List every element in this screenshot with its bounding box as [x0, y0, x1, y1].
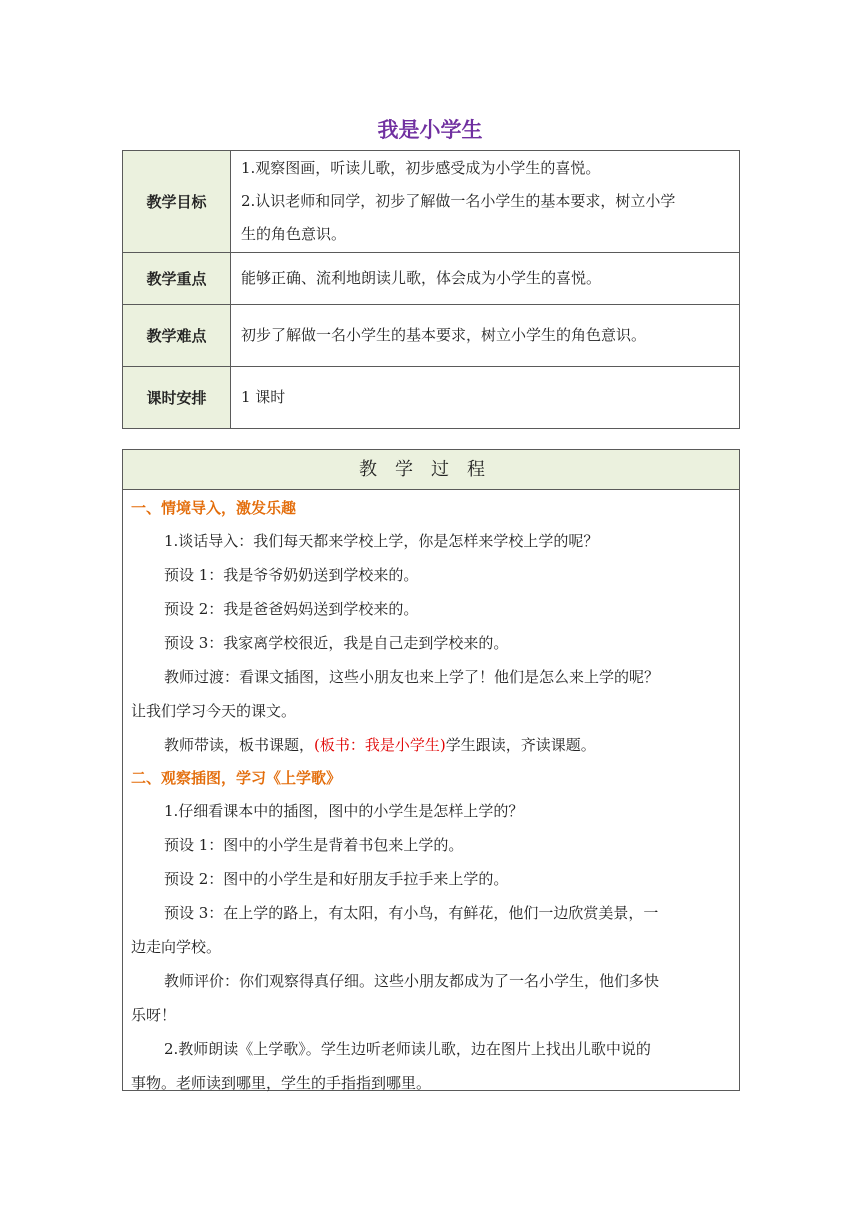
goal-line: 生的角色意识。 [241, 225, 347, 243]
text-span: 学生跟读，齐读课题。 [445, 736, 596, 754]
table-row [123, 367, 740, 429]
key-points-label: 教学重点 [123, 253, 231, 305]
paragraph: 1.谈话导入：我们每天都来学校上学，你是怎样来学校上学的呢？ [164, 532, 599, 550]
paragraph: 教师过渡：看课文插图，这些小朋友也来上学了！他们是怎么来上学的呢？ [164, 668, 660, 686]
goals-content [231, 151, 740, 253]
teaching-process-body [123, 490, 739, 1100]
paragraph: 预设 1：图中的小学生是背着书包来上学的。 [164, 836, 464, 854]
paragraph: 教师评价：你们观察得真仔细。这些小朋友都成为了一名小学生，他们多快 [164, 972, 660, 990]
blackboard-note: (板书：我是小学生) [314, 736, 446, 754]
paragraph: 2.教师朗读《上学歌》。学生边听老师读儿歌，边在图片上找出儿歌中说的 [164, 1040, 651, 1058]
paragraph: 事物。老师读到哪里，学生的手指指到哪里。 [131, 1074, 432, 1092]
table-row [123, 253, 740, 305]
goal-line: 2.认识老师和同学，初步了解做一名小学生的基本要求，树立小学 [241, 192, 676, 210]
paragraph: 让我们学习今天的课文。 [131, 702, 297, 720]
schedule-content: 1 课时 [231, 367, 740, 429]
paragraph [131, 728, 731, 762]
paragraph: 预设 2：我是爸爸妈妈送到学校来的。 [164, 600, 419, 618]
table-row [123, 305, 740, 367]
paragraph: 边走向学校。 [131, 938, 222, 956]
paragraph: 预设 3：在上学的路上，有太阳，有小鸟，有鲜花，他们一边欣赏美景，一 [164, 904, 659, 922]
text-span: 教师带读，板书课题， [164, 736, 315, 754]
paragraph: 预设 2：图中的小学生是和好朋友手拉手来上学的。 [164, 870, 509, 888]
section-title: 二、观察插图，学习《上学歌》 [131, 769, 342, 787]
paragraph: 乐呀！ [131, 1006, 177, 1024]
schedule-label: 课时安排 [123, 367, 231, 429]
goal-line: 1.观察图画，听读儿歌，初步感受成为小学生的喜悦。 [241, 159, 601, 177]
difficulties-label: 教学难点 [123, 305, 231, 367]
paragraph: 预设 3：我家离学校很近，我是自己走到学校来的。 [164, 634, 509, 652]
lesson-info-table [122, 150, 740, 429]
key-points-content: 能够正确、流利地朗读儿歌，体会成为小学生的喜悦。 [231, 253, 740, 305]
teaching-process-header: 教学过程 [123, 450, 739, 490]
section-title: 一、情境导入，激发乐趣 [131, 499, 297, 517]
paragraph: 1.仔细看课本中的插图，图中的小学生是怎样上学的？ [164, 802, 524, 820]
teaching-process-box [122, 449, 740, 1091]
difficulties-content: 初步了解做一名小学生的基本要求，树立小学生的角色意识。 [231, 305, 740, 367]
paragraph: 预设 1：我是爷爷奶奶送到学校来的。 [164, 566, 419, 584]
table-row [123, 151, 740, 253]
goals-label: 教学目标 [123, 151, 231, 253]
page-title: 我是小学生 [377, 118, 483, 142]
